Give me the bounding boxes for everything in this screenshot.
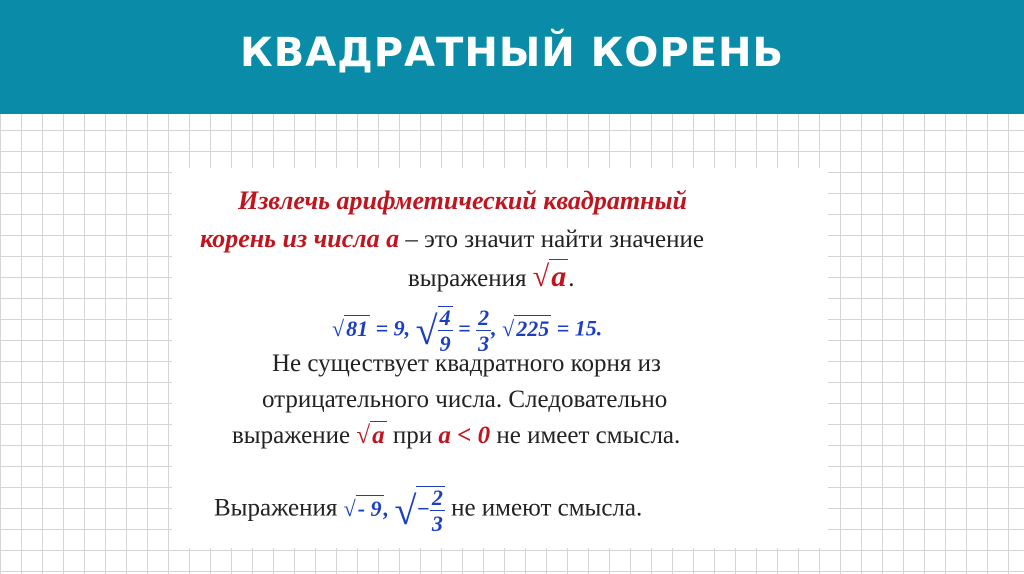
radical-sign-icon: √ [532, 260, 550, 293]
definition-text-3: выражения [408, 265, 533, 292]
definition-line-1: Извлечь арифметический квадратный [238, 186, 687, 215]
example-2-equals: = [458, 315, 471, 341]
paragraph-line-3: выражение √a при a < 0 не имеет смысла. [232, 422, 681, 449]
radical-sign-icon: √ [356, 422, 371, 449]
definition-line-2 [200, 224, 704, 254]
example-1-result: = 9, [375, 315, 411, 341]
negative-examples: √- 9, √− $\frac{2}{3}$ [343, 485, 443, 536]
definition-text: – это значит найти значение [399, 226, 704, 253]
example-3-radicand: 225 [516, 315, 550, 341]
example-3-result: = 15. [556, 315, 603, 341]
page-title: КВАДРАТНЫЙ КОРЕНЬ [240, 30, 784, 76]
title-banner [0, 0, 1024, 114]
radical-sign-icon: √ [502, 315, 515, 341]
definition-line-3: выражения √a. [408, 260, 575, 293]
negative-fraction: $\frac{2}{3}$ [431, 485, 443, 536]
example-2-fraction: $\frac{4}{9}$ [439, 305, 451, 356]
example-2-result: $\frac{2}{3}$ [478, 304, 490, 356]
content-card [172, 168, 828, 548]
sqrt-a-expression: √a [356, 422, 385, 449]
radical-sign-icon: √ [332, 315, 345, 341]
examples-line: √81 = 9, √ $\frac{4}{9}$ = $\frac{2}{3}$ , √225 = 15. [332, 304, 603, 356]
sqrt-a-expression: √a [532, 260, 567, 293]
paragraph-line-2: отрицательного числа. Следовательно [262, 386, 668, 413]
radical-sign-icon: √ [343, 495, 356, 521]
radical-sign-icon: √ [415, 308, 438, 353]
definition-term: корень из числа а [200, 224, 400, 253]
radical-sign-icon: √ [394, 488, 417, 533]
paragraph-line-1: Не существует квадратного корня из [272, 350, 661, 377]
example-1-radicand: 81 [346, 315, 369, 341]
condition: a < 0 [438, 422, 491, 449]
closing-line: Выражения √- 9, √− $\frac{2}{3}$ не имеют смысла. [214, 485, 643, 536]
